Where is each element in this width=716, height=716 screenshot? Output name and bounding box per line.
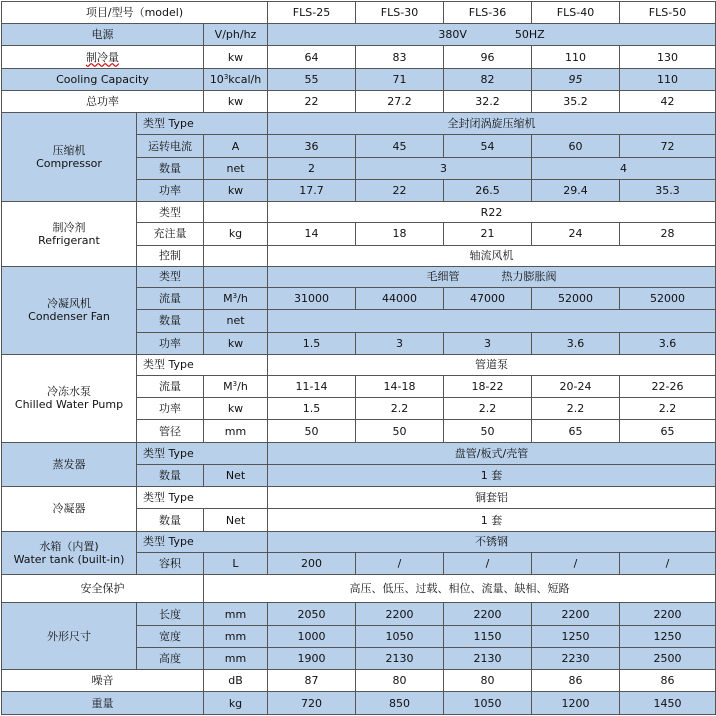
compressor-power-cell: 17.7 [268,179,356,201]
cooling-kcal-unit [204,68,268,90]
compressor-current-cell: 72 [620,135,716,157]
compressor-type-row [2,113,716,135]
fan-power-cell: 3.6 [532,332,620,354]
condenser-type-row [2,487,716,509]
evaporator-group: 蒸发器 [2,442,137,486]
fan-cn: 冷凝风机 [47,297,91,311]
model-header: FLS-40 [532,2,620,24]
power-freq: 50HZ [514,28,545,42]
fan-type-value [268,266,716,287]
compressor-qty-cell: 4 [532,157,716,179]
refrigerant-charge-cell: 21 [444,223,532,245]
cooling-kcal-cell: 55 [268,68,356,90]
fan-flow-cell: 52000 [620,288,716,310]
unit-part: 10 [209,72,224,86]
cooling-kcal-cell: 82 [444,68,532,90]
weight-unit: kg [204,692,268,715]
cooling-kw-cell: 110 [532,46,620,68]
unit-part: kcal/h [228,72,262,86]
fan-flow-cell: 31000 [268,288,356,310]
condenser-qty-value: 1 套 [268,509,716,531]
power-row [2,24,716,46]
weight-cell: 850 [356,692,444,715]
unit-part: M [223,380,233,394]
fan-en: Condenser Fan [28,310,110,324]
fan-qty-unit: net [204,310,268,332]
refrigerant-charge-cell: 28 [620,223,716,245]
empty-cell [204,202,268,223]
total-power-label: 总功率 [2,90,204,112]
refrigerant-en: Refrigerant [38,233,100,247]
condenser-qty-unit: Net [204,509,268,531]
fan-type-row [2,266,716,287]
tank-type-label: 类型 Type [137,531,268,552]
condenser-type-value: 铜套铝 [268,487,716,509]
dim-width-cell: 1000 [268,625,356,647]
compressor-qty-label: 数量 [137,157,204,179]
dim-length-cell: 2200 [356,603,444,625]
cooling-kcal-cell: 95 [532,68,620,90]
dim-length-row [2,603,716,625]
empty-cell [204,245,268,266]
header-item: 项目/型号（model) [2,2,268,24]
fan-power-cell: 3 [444,332,532,354]
pump-flow-cell: 20-24 [532,375,620,397]
fan-qty-value [268,310,716,332]
dim-height-cell: 2500 [620,647,716,669]
evaporator-qty-label: 数量 [137,464,204,486]
compressor-current-cell: 54 [444,135,532,157]
pump-type-row [2,354,716,375]
noise-cell: 80 [356,670,444,692]
model-header: FLS-30 [356,2,444,24]
compressor-qty-cell: 3 [356,157,532,179]
compressor-en: Compressor [36,157,102,171]
pump-en: Chilled Water Pump [14,398,124,412]
unit-part: /h [237,292,248,306]
unit-sup: 3 [232,292,238,301]
spec-table [1,1,716,715]
power-label: 电源 [2,24,204,46]
refrigerant-control-value: 轴流风机 [268,245,716,266]
fan-power-unit: kw [204,332,268,354]
empty-cell [204,266,268,287]
dim-width-cell: 1050 [356,625,444,647]
evaporator-type-row [2,442,716,464]
fan-qty-label: 数量 [137,310,204,332]
dim-height-cell: 1900 [268,647,356,669]
model-header: FLS-36 [444,2,532,24]
weight-row [2,692,716,715]
pump-power-cell: 2.2 [532,398,620,420]
pump-power-cell: 2.2 [356,398,444,420]
fan-flow-label: 流量 [137,288,204,310]
pump-pipe-cell: 50 [444,420,532,442]
total-power-cell: 32.2 [444,90,532,112]
power-value [268,24,716,46]
pump-flow-unit [204,375,268,397]
pump-type-label: 类型 Type [137,354,268,375]
pump-pipe-cell: 65 [620,420,716,442]
dim-width-cell: 1250 [532,625,620,647]
weight-cell: 1450 [620,692,716,715]
model-header: FLS-25 [268,2,356,24]
cooling-kw-cell: 64 [268,46,356,68]
cooling-kw-label [2,46,204,68]
total-power-cell: 35.2 [532,90,620,112]
evaporator-type-label: 类型 Type [137,442,268,464]
tank-vol-cell: / [620,552,716,574]
dim-height-cell: 2130 [356,647,444,669]
pump-pipe-cell: 50 [268,420,356,442]
tank-vol-unit: L [204,552,268,574]
pump-group [2,354,137,442]
cooling-kw-label-text: 制冷量 [86,50,119,64]
fan-power-cell: 1.5 [268,332,356,354]
pump-power-cell: 1.5 [268,398,356,420]
refrigerant-charge-cell: 24 [532,223,620,245]
cooling-kw-cell: 96 [444,46,532,68]
fan-type-value-2: 热力膨胀阀 [501,270,557,284]
weight-cell: 1050 [444,692,532,715]
compressor-power-cell: 22 [356,179,444,201]
weight-cell: 720 [268,692,356,715]
power-voltage: 380V [438,28,467,42]
pump-flow-cell: 18-22 [444,375,532,397]
tank-type-value: 不锈钢 [268,531,716,552]
fan-group [2,266,137,354]
tank-cn: 水箱（内置) [39,539,99,553]
dim-width-cell: 1150 [444,625,532,647]
pump-flow-cell: 14-18 [356,375,444,397]
fan-flow-cell: 47000 [444,288,532,310]
fan-type-label: 类型 [137,266,204,287]
noise-row [2,670,716,692]
compressor-current-unit: A [204,135,268,157]
pump-pipe-cell: 50 [356,420,444,442]
compressor-current-label: 运转电流 [137,135,204,157]
dim-unit: mm [204,625,268,647]
tank-type-row [2,531,716,552]
dim-length-cell: 2200 [444,603,532,625]
noise-unit: dB [204,670,268,692]
dimensions-group: 外形尺寸 [2,603,137,670]
dim-length-cell: 2200 [532,603,620,625]
condenser-type-label: 类型 Type [137,487,268,509]
refrigerant-type-label: 类型 [137,202,204,223]
dim-length-label: 长度 [137,603,204,625]
unit-sup: 3 [223,72,229,81]
total-power-row [2,90,716,112]
total-power-cell: 42 [620,90,716,112]
model-header: FLS-50 [620,2,716,24]
cooling-kw-cell: 130 [620,46,716,68]
unit-part: M [223,292,233,306]
tank-vol-cell: / [532,552,620,574]
refrigerant-type-value: R22 [268,202,716,223]
pump-flow-cell: 11-14 [268,375,356,397]
dim-unit: mm [204,647,268,669]
fan-flow-cell: 52000 [532,288,620,310]
compressor-type-value: 全封闭涡旋压缩机 [268,113,716,135]
cooling-kw-cell: 83 [356,46,444,68]
total-power-unit: kw [204,90,268,112]
dim-width-label: 宽度 [137,625,204,647]
evaporator-qty-unit: Net [204,464,268,486]
cooling-kw-row [2,46,716,68]
weight-label: 重量 [2,692,204,715]
compressor-power-cell: 29.4 [532,179,620,201]
compressor-current-cell: 45 [356,135,444,157]
refrigerant-group [2,202,137,267]
header-row [2,2,716,24]
pump-cn: 冷冻水泵 [47,385,91,399]
tank-vol-cell: 200 [268,552,356,574]
refrigerant-charge-unit: kg [204,223,268,245]
protection-row [2,575,716,603]
noise-cell: 87 [268,670,356,692]
tank-vol-label: 容积 [137,552,204,574]
compressor-group [2,113,137,202]
cooling-kcal-cell: 71 [356,68,444,90]
compressor-qty-cell: 2 [268,157,356,179]
refrigerant-charge-cell: 14 [268,223,356,245]
pump-power-unit: kw [204,398,268,420]
weight-cell: 1200 [532,692,620,715]
fan-power-label: 功率 [137,332,204,354]
unit-part: /h [237,380,248,394]
cooling-kcal-cell: 110 [620,68,716,90]
noise-cell: 80 [444,670,532,692]
compressor-current-cell: 36 [268,135,356,157]
refrigerant-type-row [2,202,716,223]
refrigerant-control-label: 控制 [137,245,204,266]
tank-group [2,531,137,574]
refrigerant-cn: 制冷剂 [52,220,86,234]
unit-sup: 3 [232,380,238,389]
refrigerant-charge-label: 充注量 [137,223,204,245]
fan-type-value-1: 毛细管 [426,270,460,284]
noise-cell: 86 [620,670,716,692]
dim-width-cell: 1250 [620,625,716,647]
dim-length-cell: 2050 [268,603,356,625]
pump-pipe-label: 管径 [137,420,204,442]
fan-power-cell: 3 [356,332,444,354]
fan-power-cell: 3.6 [620,332,716,354]
tank-vol-cell: / [444,552,532,574]
dim-height-label: 高度 [137,647,204,669]
compressor-power-label: 功率 [137,179,204,201]
pump-flow-cell: 22-26 [620,375,716,397]
pump-power-label: 功率 [137,398,204,420]
dim-length-cell: 2200 [620,603,716,625]
tank-vol-cell: / [356,552,444,574]
total-power-cell: 22 [268,90,356,112]
compressor-power-unit: kw [204,179,268,201]
pump-power-cell: 2.2 [444,398,532,420]
dim-height-cell: 2230 [532,647,620,669]
cooling-kcal-label: Cooling Capacity [2,68,204,90]
dim-height-cell: 2130 [444,647,532,669]
condenser-group: 冷凝器 [2,487,137,531]
fan-flow-unit [204,288,268,310]
tank-en: Water tank (built-in) [13,552,125,566]
dim-unit: mm [204,603,268,625]
condenser-qty-label: 数量 [137,509,204,531]
compressor-type-label: 类型 Type [137,113,268,135]
evaporator-qty-value: 1 套 [268,464,716,486]
protection-value: 高压、低压、过载、相位、流量、缺相、短路 [204,575,716,603]
pump-power-cell: 2.2 [620,398,716,420]
compressor-current-cell: 60 [532,135,620,157]
compressor-qty-unit: net [204,157,268,179]
compressor-power-cell: 26.5 [444,179,532,201]
compressor-cn: 压缩机 [52,144,86,158]
power-unit: V/ph/hz [204,24,268,46]
fan-flow-cell: 44000 [356,288,444,310]
noise-cell: 86 [532,670,620,692]
pump-pipe-cell: 65 [532,420,620,442]
compressor-power-cell: 35.3 [620,179,716,201]
cooling-kw-unit: kw [204,46,268,68]
refrigerant-charge-cell: 18 [356,223,444,245]
pump-type-value: 管道泵 [268,354,716,375]
protection-label: 安全保护 [2,575,204,603]
evaporator-type-value: 盘管/板式/壳管 [268,442,716,464]
pump-pipe-unit: mm [204,420,268,442]
pump-flow-label: 流量 [137,375,204,397]
cooling-kcal-row [2,68,716,90]
total-power-cell: 27.2 [356,90,444,112]
noise-label: 噪音 [2,670,204,692]
